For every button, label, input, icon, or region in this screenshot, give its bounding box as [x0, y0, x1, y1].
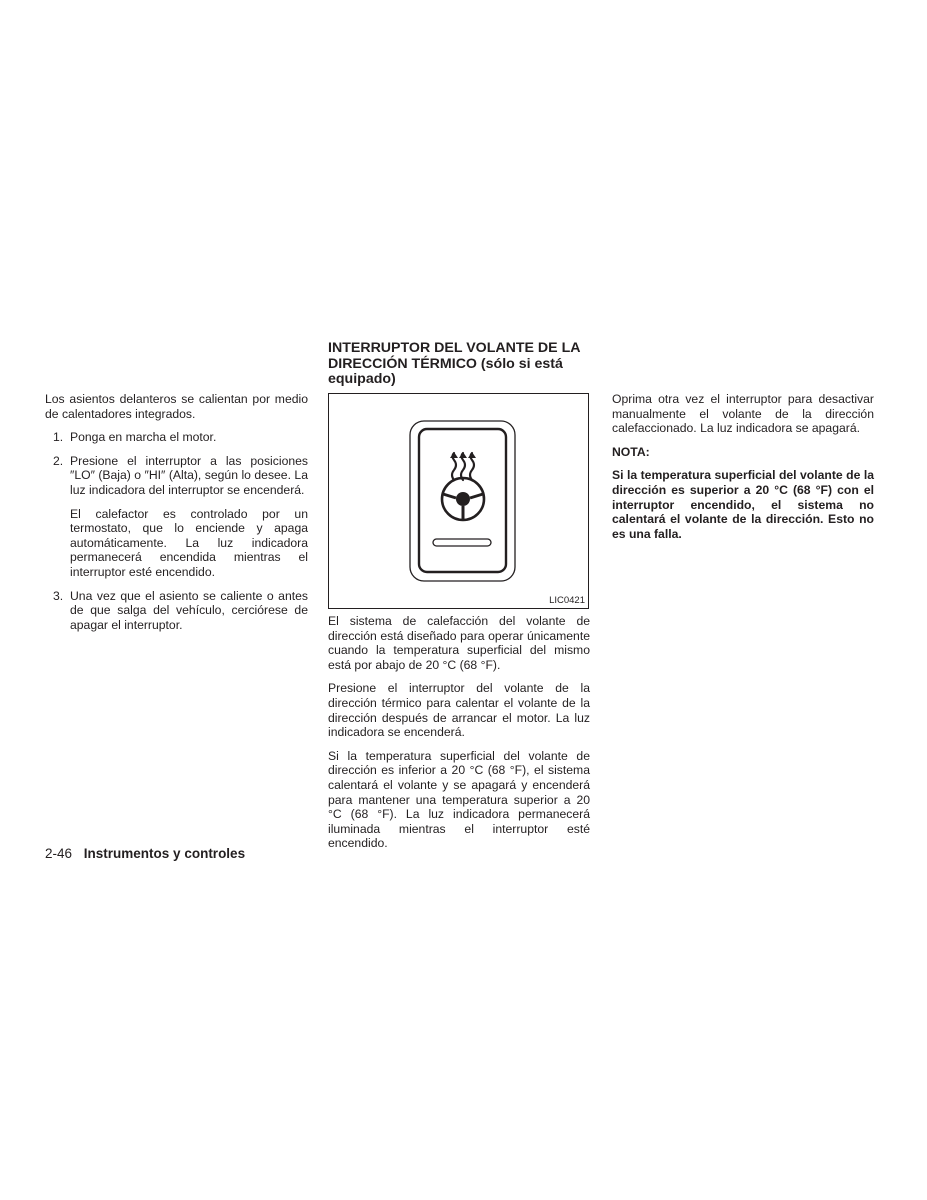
page-footer [45, 846, 245, 862]
step-number: 2. [53, 453, 64, 468]
steps-list [45, 430, 308, 632]
list-item [45, 589, 308, 633]
step-number: 1. [53, 430, 64, 445]
page-number: 2-46 [45, 846, 73, 861]
right-column [612, 392, 874, 550]
body-paragraph: Si la temperatura superficial del volante de dirección es inferior a 20 °C (68 °F), el sistema calentará el volante y se apagará y encenderá para mantener una temperatura superior a 20 °C (68 °F). La luz indicadora permanecerá iluminada mientras el interruptor esté encendido. [328, 748, 590, 851]
step-text: Una vez que el asiento se caliente o antes de que salga del vehículo, cerciórese de apagar el interruptor. [70, 588, 308, 632]
figure-label: LIC0421 [549, 595, 585, 606]
step-number: 3. [53, 588, 64, 603]
body-paragraph: El sistema de calefacción del volante de dirección está diseñado para operar únicamente cuando la temperatura superficial del mismo está por abajo de 20 °C (68 °F). [328, 614, 590, 672]
step-text: Ponga en marcha el motor. [70, 430, 217, 445]
middle-column [328, 614, 590, 860]
step-text: Presione el interruptor a las posiciones ″LO″ (Baja) o ″HI″ (Alta), según lo desee. La luz indicadora del interruptor se encenderá. [70, 453, 308, 497]
note-body: Si la temperatura superficial del volante de la dirección es superior a 20 °C (68 °F) con el interruptor encendido, el sistema no calentará el volante de la dirección. Esto no es una falla. [612, 468, 874, 541]
section-heading: INTERRUPTOR DEL VOLANTE DE LA DIRECCIÓN TÉRMICO (sólo si está equipado) [328, 340, 580, 387]
body-paragraph: Oprima otra vez el interruptor para desactivar manualmente el volante de la dirección calefaccionado. La luz indicadora se apagará. [612, 392, 874, 436]
section-title: Instrumentos y controles [83, 846, 246, 861]
body-paragraph: Presione el interruptor del volante de la dirección térmico para calentar el volante de la dirección después de arrancar el motor. La luz indicadora se encenderá. [328, 681, 590, 740]
figure-box [328, 393, 589, 609]
intro-paragraph: Los asientos delanteros se calientan por medio de calentadores integrados. [45, 392, 308, 421]
heated-steering-wheel-switch-icon [329, 394, 588, 608]
list-item [45, 430, 308, 445]
step-text: El calefactor es controlado por un termostato, que lo enciende y apaga automáticamente. La luz indicadora permanecerá encendida mientras el interruptor esté encendido. [70, 506, 308, 579]
list-item [45, 454, 308, 580]
note-title: NOTA: [612, 444, 650, 459]
left-column [45, 392, 308, 641]
